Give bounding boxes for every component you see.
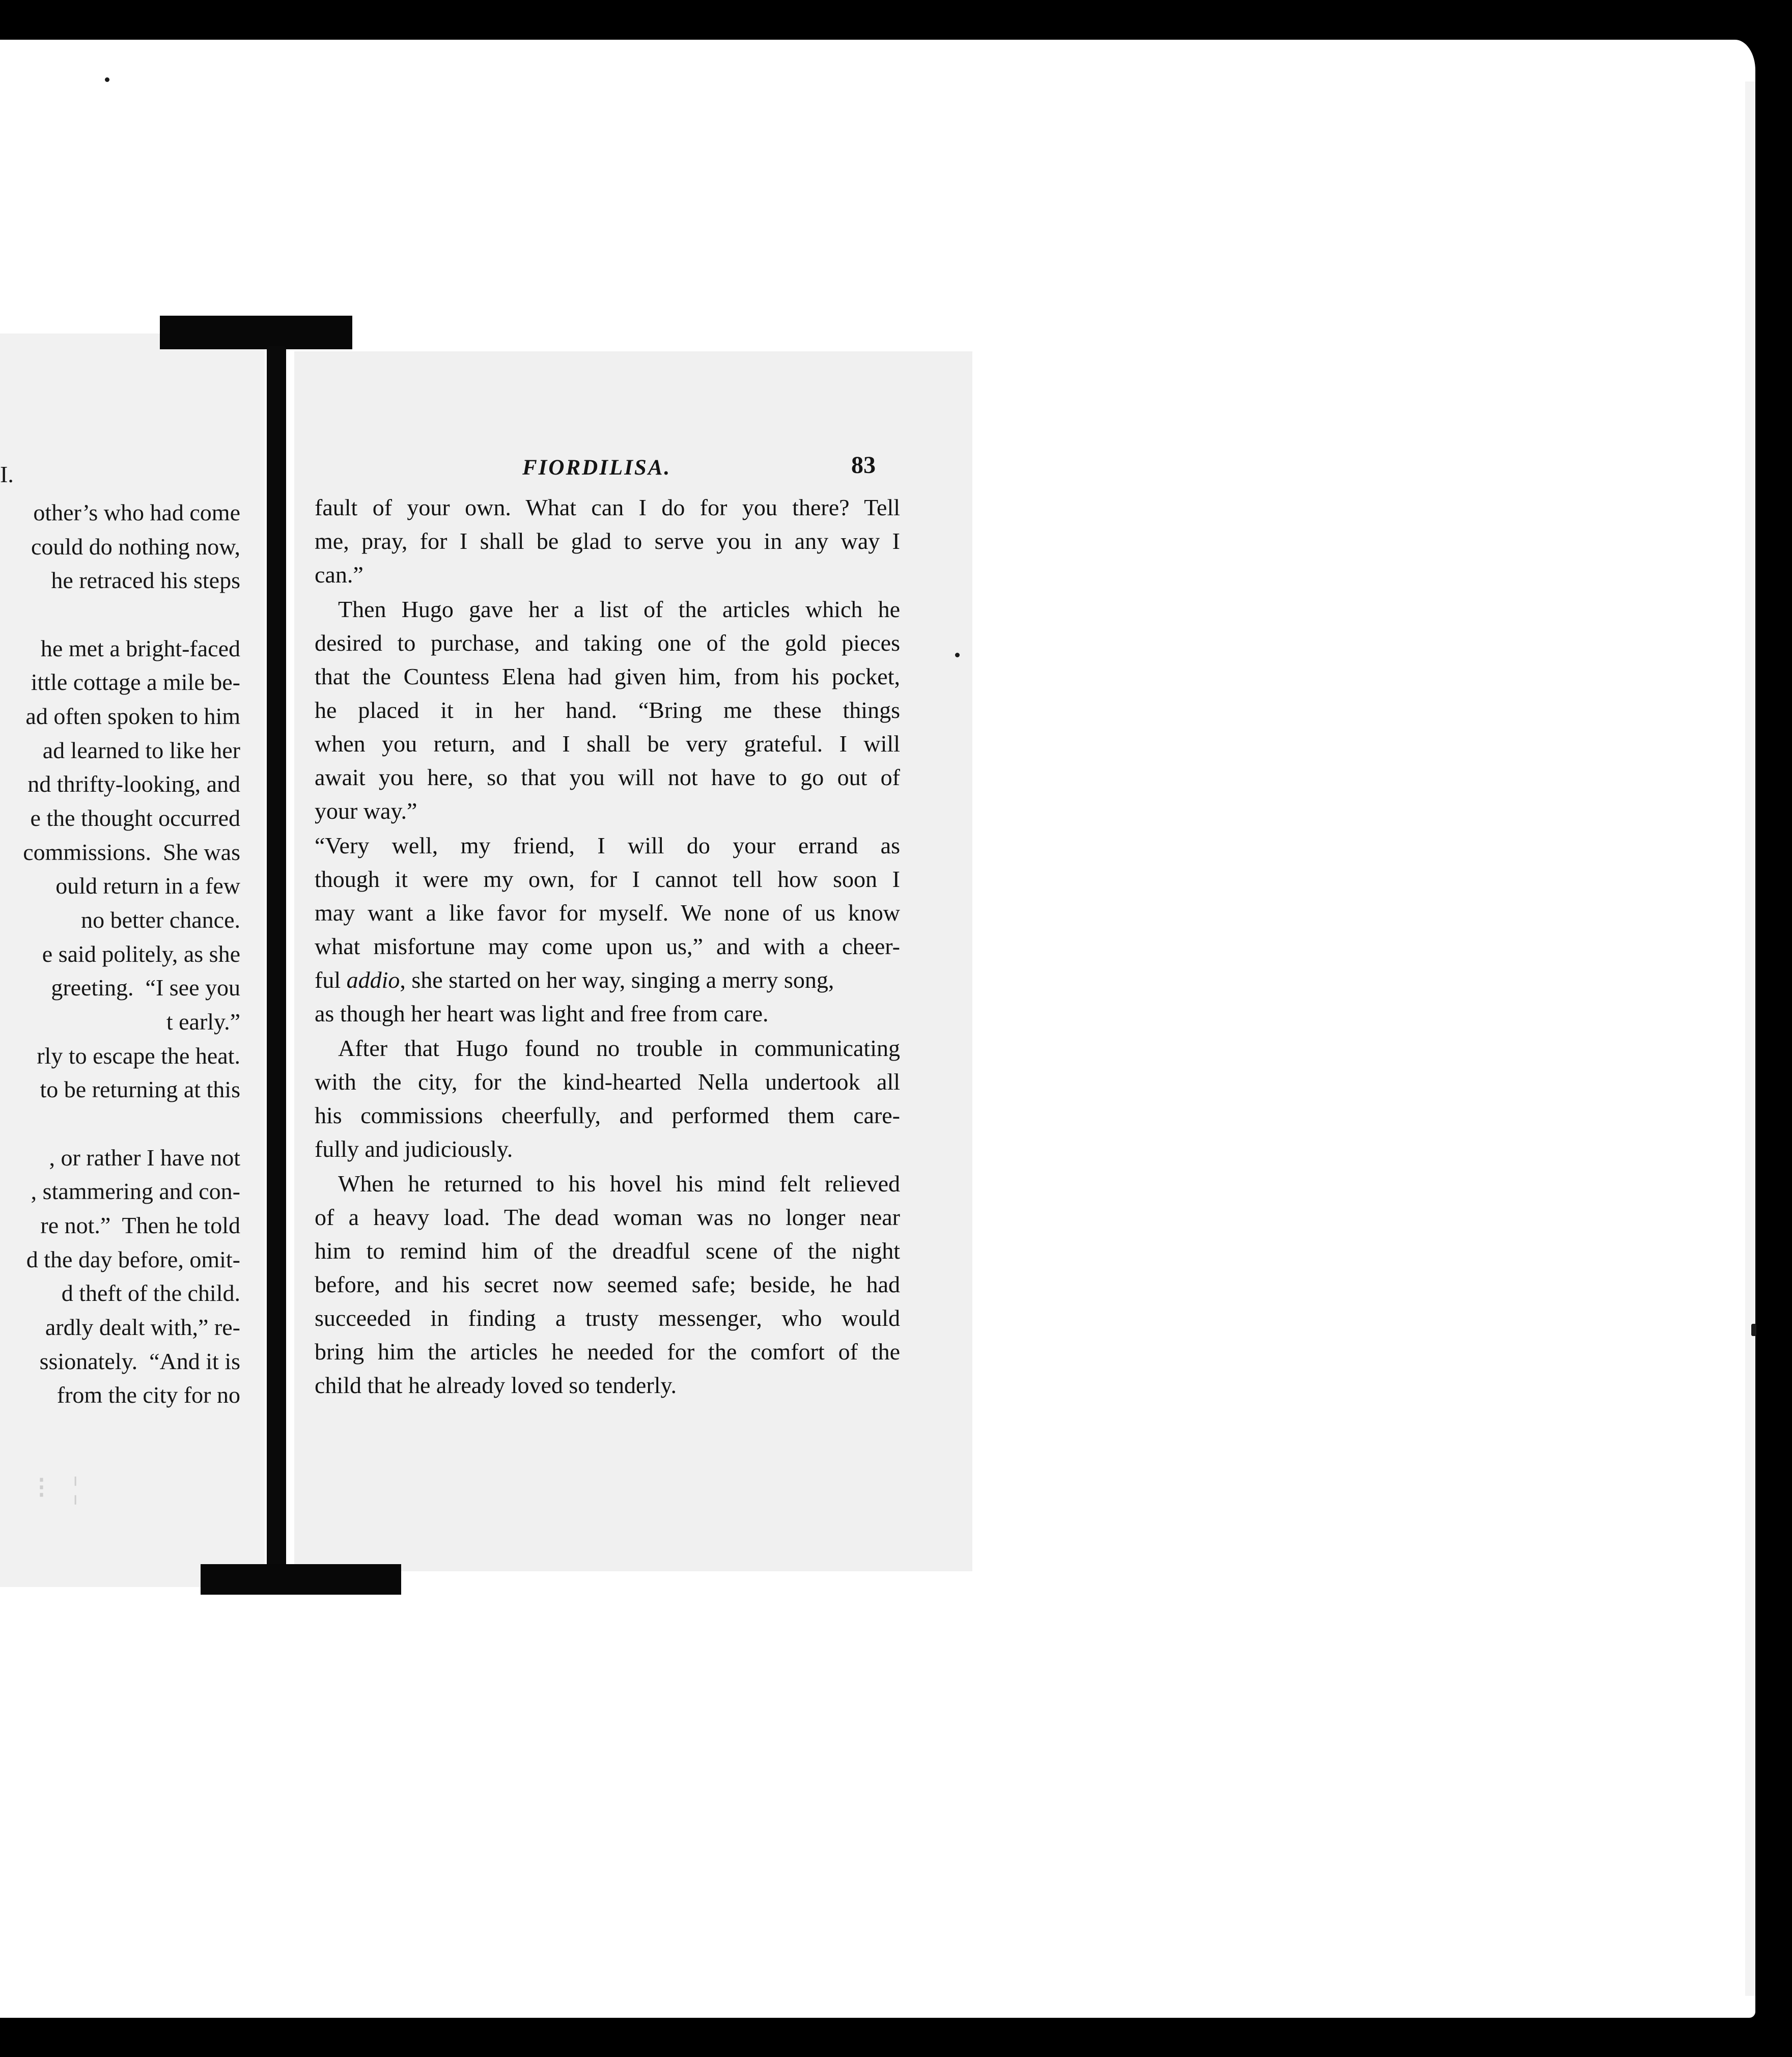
clamp-bottom-plate	[201, 1564, 401, 1595]
left-page-line: other’s who had come	[33, 499, 240, 525]
left-page-line: to be returning at this	[40, 1076, 240, 1102]
text-line: bring him the articles he needed for the comfort of the	[315, 1339, 900, 1365]
text-line: his commissions cheerfully, and performed them care-	[315, 1102, 900, 1128]
text-line: though it were my own, for I cannot tell how soon I	[315, 866, 900, 892]
scan-speck	[105, 77, 109, 82]
left-page-line: rly to escape the heat.	[37, 1043, 240, 1069]
left-page-line: e the thought occurred	[30, 805, 240, 831]
text-run: ful	[315, 967, 347, 993]
text-line: “Very well, my friend, I will do your errand as	[315, 832, 900, 858]
left-page-line: re not.” Then he told	[40, 1212, 240, 1238]
left-page-line: no better chance.	[81, 907, 240, 933]
text-line: can.”	[315, 562, 363, 588]
left-page-line: ardly dealt with,” re-	[45, 1314, 240, 1340]
text-line: fully and judiciously.	[315, 1136, 513, 1162]
text-line: of a heavy load. The dead woman was no longer near	[315, 1204, 900, 1230]
text-line: succeeded in finding a trusty messenger, who would	[315, 1305, 900, 1331]
left-page-line: from the city for no	[57, 1382, 240, 1408]
text-line: he placed it in her hand. “Bring me these things	[315, 697, 900, 723]
scan-speck	[1751, 1324, 1756, 1336]
left-page-line: commissions. She was	[23, 839, 240, 865]
text-run: , she started on her way, singing a merry song,	[400, 967, 834, 993]
text-line: your way.”	[315, 798, 417, 824]
text-line: before, and his secret now seemed safe; beside, he had	[315, 1271, 900, 1297]
left-page	[0, 333, 265, 1587]
text-line: with the city, for the kind-hearted Nella undertook all	[315, 1069, 900, 1095]
text-line: him to remind him of the dreadful scene of the night	[315, 1238, 900, 1264]
clamp-vertical-bar	[267, 346, 286, 1568]
pencil-mark: ⁝ ¦	[37, 1471, 88, 1505]
left-page-line: , or rather I have not	[49, 1145, 240, 1171]
text-line: as though her heart was light and free from care.	[315, 1000, 769, 1026]
text-line: me, pray, for I shall be glad to serve you in any way I	[315, 528, 900, 554]
left-page-line: he met a bright-faced	[40, 635, 240, 661]
text-line: desired to purchase, and taking one of the gold pieces	[315, 630, 900, 656]
right-page	[294, 351, 972, 1571]
left-page-line: ould return in a few	[55, 873, 240, 899]
sheet-edge-strip	[1745, 81, 1755, 1996]
left-page-line: d theft of the child.	[61, 1280, 240, 1306]
text-line: what misfortune may come upon us,” and with a cheer-	[315, 933, 900, 959]
text-line: that the Countess Elena had given him, from his pocket,	[315, 663, 900, 689]
left-page-line: greeting. “I see you	[51, 975, 240, 1000]
left-page-line: ssionately. “And it is	[39, 1348, 240, 1374]
text-line: may want a like favor for myself. We none of us know	[315, 900, 900, 926]
scan-speck	[955, 653, 960, 657]
running-head: FIORDILISA.	[522, 456, 671, 480]
text-line: await you here, so that you will not have to go out of	[315, 764, 900, 790]
left-page-line: ad learned to like her	[42, 737, 240, 763]
left-page-line: nd thrifty-looking, and	[27, 771, 240, 797]
left-page-line: ad often spoken to him	[25, 703, 240, 729]
text-line: When he returned to his hovel his mind felt relieved	[338, 1171, 900, 1197]
left-page-line: could do nothing now,	[31, 534, 240, 560]
clamp-top-plate	[160, 316, 352, 349]
left-page-header-fragment: I.	[0, 461, 14, 487]
text-line-with-italic	[315, 966, 900, 993]
text-line: child that he already loved so tenderly.	[315, 1372, 677, 1398]
left-page-line: he retraced his steps	[51, 567, 240, 593]
text-line: when you return, and I shall be very grateful. I will	[315, 731, 900, 757]
italic-word: addio	[346, 967, 400, 993]
left-page-line: d the day before, omit-	[26, 1246, 240, 1272]
left-page-line: ittle cottage a mile be-	[31, 669, 240, 695]
page-number: 83	[851, 452, 876, 479]
left-page-line: e said politely, as she	[42, 941, 240, 967]
left-page-line: , stammering and con-	[31, 1178, 240, 1204]
left-page-line: t early.”	[166, 1009, 240, 1035]
text-line: fault of your own. What can I do for you there? Tell	[315, 494, 900, 520]
text-line: After that Hugo found no trouble in communicating	[338, 1035, 900, 1061]
text-line: Then Hugo gave her a list of the articles which he	[338, 596, 900, 622]
